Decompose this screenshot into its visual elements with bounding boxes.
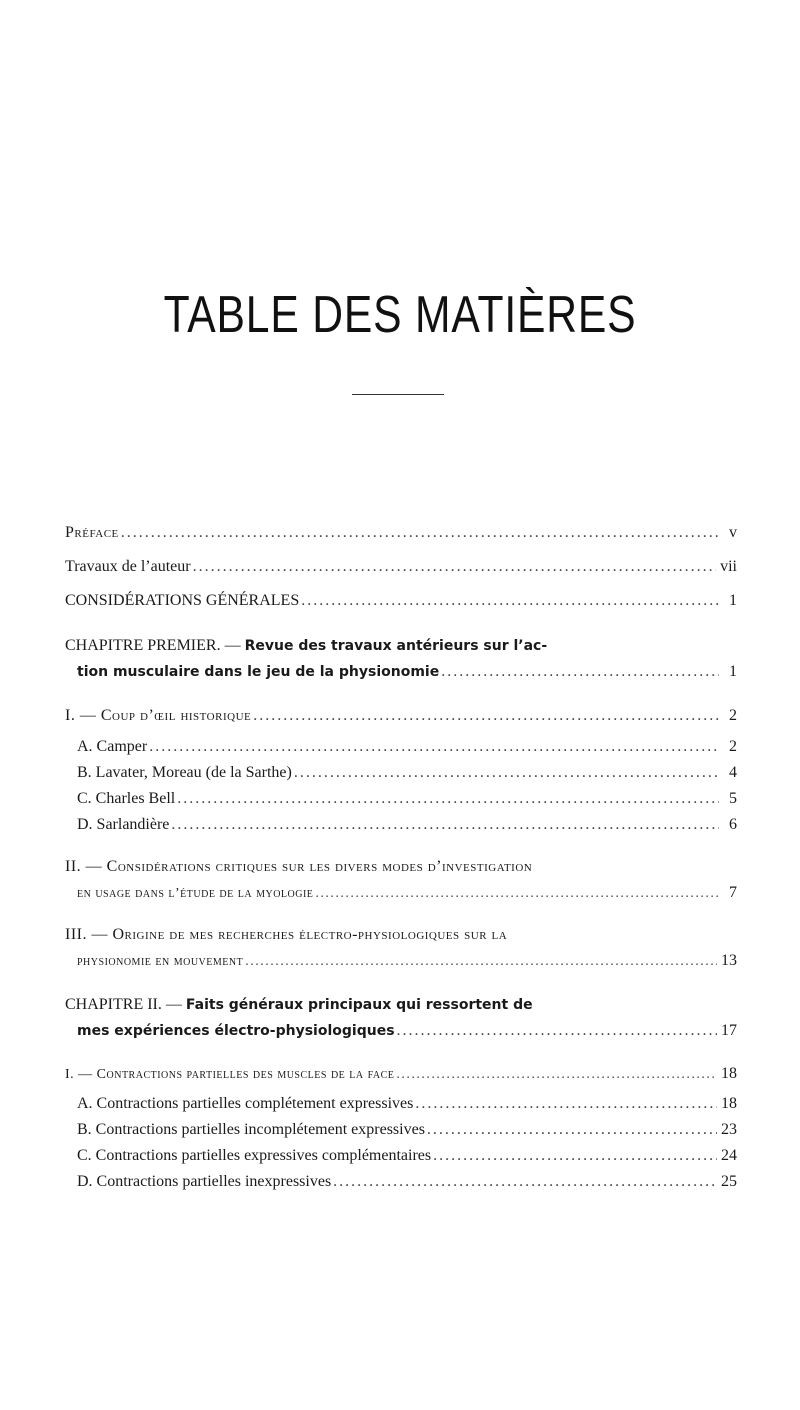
toc-entry-sD [77, 815, 737, 835]
toc-entry-s1 [65, 706, 737, 726]
leader-dots [121, 523, 719, 543]
page-title: TABLE DES MATIÈRES [163, 286, 637, 344]
leader-dots [415, 1094, 717, 1114]
leader-dots [397, 1021, 717, 1041]
chapter-1-heading [65, 636, 547, 656]
leader-dots [177, 789, 719, 809]
toc-entry-s3-line2 [77, 951, 737, 972]
toc-label: CONSIDÉRATIONS GÉNÉRALES [65, 592, 300, 609]
toc-page: 18 [721, 1095, 737, 1112]
chapter-2-heading [65, 995, 533, 1015]
toc-entry-travaux [65, 557, 737, 577]
toc-page: 6 [729, 816, 737, 833]
chapter-1-title-line1: Revue des travaux antérieurs sur l’ac- [244, 638, 548, 654]
toc-page: 2 [729, 707, 737, 724]
toc-page: v [729, 524, 737, 541]
toc-page: 18 [721, 1065, 737, 1082]
leader-dots [301, 591, 719, 611]
leader-dots [171, 815, 719, 835]
toc-label: D. Sarlandière [77, 816, 170, 833]
toc-page: 2 [729, 738, 737, 755]
toc-page: 1 [729, 663, 737, 680]
toc-entry-sB [77, 763, 737, 783]
toc-page: 13 [721, 952, 737, 969]
toc-label: physionomie en mouvement [77, 954, 244, 969]
toc-label: B. Lavater, Moreau (de la Sarthe) [77, 764, 292, 781]
leader-dots [427, 1120, 717, 1140]
toc-label: en usage dans l’étude de la myologie [77, 886, 314, 901]
chapter-2-title-line1: Faits généraux principaux qui ressortent de [185, 997, 533, 1013]
toc-entry-sA [77, 737, 737, 757]
toc-page: 23 [721, 1121, 737, 1138]
toc-label: I. — Contractions partielles des muscles de la face [65, 1067, 395, 1082]
toc-label: I. — Coup d’œil historique [65, 707, 252, 724]
toc-page: vii [720, 558, 737, 575]
leader-dots [294, 763, 719, 783]
toc-page: 24 [721, 1147, 737, 1164]
toc-entry-sC [77, 789, 737, 809]
toc-entry-considerations [65, 591, 737, 611]
toc-page: 4 [729, 764, 737, 781]
leader-dots [245, 952, 717, 972]
leader-dots [253, 706, 719, 726]
toc-label: C. Charles Bell [77, 790, 176, 807]
toc-page: 25 [721, 1173, 737, 1190]
leader-dots [433, 1146, 717, 1166]
toc-label: A. Camper [77, 738, 148, 755]
chapter-2-line2 [77, 1021, 737, 1041]
leader-dots [193, 557, 717, 577]
chapter-1-prefix: CHAPITRE PREMIER. — [65, 637, 245, 654]
toc-page: 5 [729, 790, 737, 807]
toc-entry-s2-line1: II. — Considérations critiques sur les divers modes d’investigation [65, 858, 533, 875]
toc-label: Travaux de l’auteur [65, 558, 191, 575]
toc-entry-cD [77, 1172, 737, 1192]
toc-entry-s2-line2 [77, 883, 737, 904]
toc-label: D. Contractions partielles inexpressives [77, 1173, 332, 1190]
leader-dots [333, 1172, 717, 1192]
leader-dots [149, 737, 719, 757]
toc-entry-cC [77, 1146, 737, 1166]
leader-dots [441, 662, 719, 682]
chapter-1-line2 [77, 662, 737, 682]
toc-page: 7 [729, 884, 737, 901]
leader-dots [396, 1065, 717, 1085]
toc-entry-preface [65, 523, 737, 543]
chapter-1-title-line2: tion musculaire dans le jeu de la physionomie [77, 664, 440, 680]
toc-entry-cA [77, 1094, 737, 1114]
toc-label: C. Contractions partielles expressives complémentaires [77, 1147, 432, 1164]
toc-entry-c1 [65, 1064, 737, 1085]
toc-entry-s3-line1: III. — Origine de mes recherches électro-physiologiques sur la [65, 926, 508, 943]
toc-entry-cB [77, 1120, 737, 1140]
toc-label: Préface [65, 524, 119, 541]
chapter-2-prefix: CHAPITRE II. — [65, 996, 186, 1013]
toc-label: A. Contractions partielles complétement expressives [77, 1095, 414, 1112]
toc-page: 1 [729, 592, 737, 609]
leader-dots [315, 884, 719, 904]
title-divider [352, 394, 444, 395]
toc-page: 17 [721, 1022, 737, 1039]
chapter-2-title-line2: mes expériences électro-physiologiques [77, 1023, 395, 1039]
toc-label: B. Contractions partielles incomplétement expressives [77, 1121, 425, 1138]
